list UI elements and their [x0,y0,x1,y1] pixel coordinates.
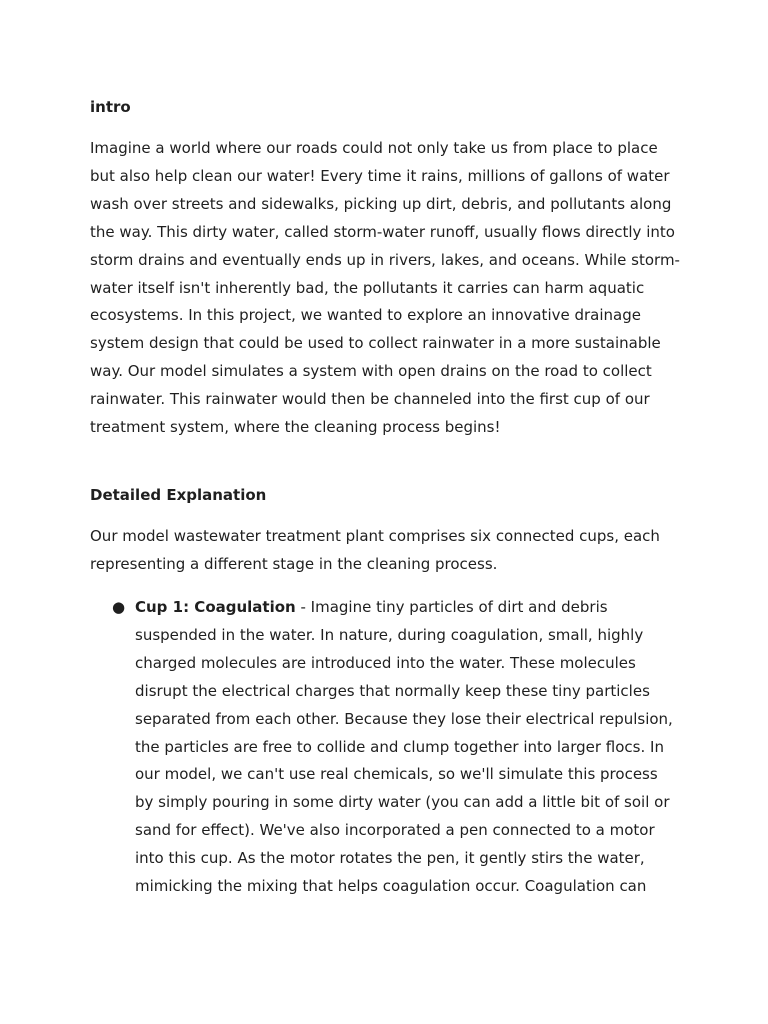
list-item-text: - Imagine tiny particles of dirt and debris suspended in the water. In nature, during coagulation, small, highly charged molecules are introduced into the water. These molecules disrupt the electrical charges that normally keep these tiny particles separated from each other. Because they lose their electrical repulsion, the particles are free to collide and clump together into larger flocs. In our model, we can't use real chemicals, so we'll simulate this process by simply pouring in some dirty water (you can add a little bit of soil or sand for effect). We've also incorporated a pen connected to a motor into this cup. As the motor rotates the pen, it gently stirs the water, mimicking the mixing that helps coagulation occur. Coagulation can [135,598,673,896]
list-item [90,594,680,901]
list-item-title: Cup 1: Coagulation [135,598,296,616]
detailed-explanation-heading: Detailed Explanation [90,486,267,504]
bullet-icon: ● [112,598,126,616]
intro-heading: intro [90,98,131,116]
intro-paragraph: Imagine a world where our roads could not only take us from place to place but also help clean our water! Every time it rains, millions of gallons of water wash over streets and sidewalks, picking up dirt, debris, and pollutants along the way. This dirty water, called storm-water runoff, usually flows directly into storm drains and eventually ends up in rivers, lakes, and oceans. While storm-water itself isn't inherently bad, the pollutants it carries can harm aquatic ecosystems. In this project, we wanted to explore an innovative drainage system design that could be used to collect rainwater in a more sustainable way. Our model simulates a system with open drains on the road to collect rainwater. This rainwater would then be channeled into the first cup of our treatment system, where the cleaning process begins! [90,139,680,437]
cups-list [90,594,690,901]
detailed-explanation-paragraph: Our model wastewater treatment plant comprises six connected cups, each representing a different stage in the cleaning process. [90,527,660,573]
